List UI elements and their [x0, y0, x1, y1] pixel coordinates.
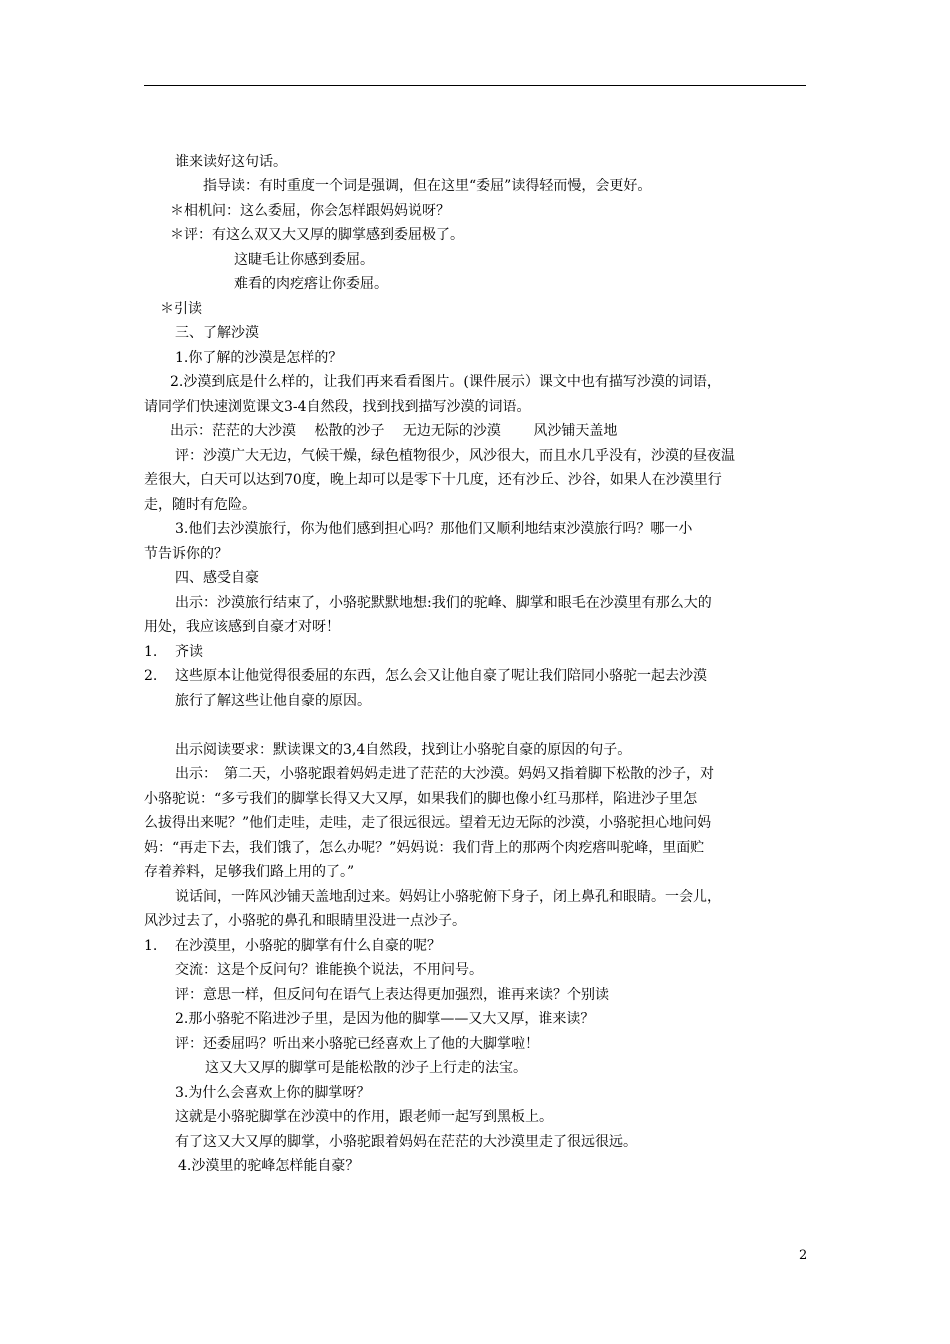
section-heading: 三、了解沙漠 — [175, 325, 259, 341]
text-line: 出示：沙漠旅行结束了，小骆驼默默地想:我们的驼峰、脚掌和眼毛在沙漠里有那么大的 — [175, 595, 712, 611]
text-line: 难看的肉疙瘩让你委屈。 — [234, 276, 388, 292]
text-line: 4.沙漠里的驼峰怎样能自豪？ — [178, 1158, 360, 1174]
text-line: 有了这又大又厚的脚掌，小骆驼跟着妈妈在茫茫的大沙漠里走了很远很远。 — [175, 1134, 637, 1150]
text-line: 妈：“再走下去，我们饿了，怎么办呢？”妈妈说：我们背上的那两个肉疙瘩叫驼峰，里面贮 — [144, 840, 705, 856]
text-line: 3.他们去沙漠旅行，你为他们感到担心吗？那他们又顺利地结束沙漠旅行吗？哪一小 — [175, 521, 693, 537]
text-line: 风沙过去了，小骆驼的鼻孔和眼睛里没进一点沙子。 — [144, 913, 466, 929]
text-line: 这又大又厚的脚掌可是能松散的沙子上行走的法宝。 — [205, 1060, 527, 1076]
text-line: 谁来读好这句话。 — [175, 154, 287, 170]
text-line: 说话间，一阵风沙铺天盖地刮过来。妈妈让小骆驼俯下身子，闭上鼻孔和眼睛。一会儿， — [175, 889, 721, 905]
text-line: 评：意思一样，但反问句在语气上表达得更加强烈，谁再来读？个别读 — [175, 987, 609, 1003]
text-line: 这些原本让他觉得很委屈的东西，怎么会又让他自豪了呢让我们陪同小骆驼一起去沙漠 — [175, 668, 707, 684]
text-line: 在沙漠里，小骆驼的脚掌有什么自豪的呢？ — [175, 938, 441, 954]
text-line: 么拔得出来呢？”他们走哇，走哇，走了很远很远。望着无边无际的沙漠，小骆驼担心地问妈 — [144, 815, 712, 831]
text-line: 出示阅读要求：默读课文的3,4自然段，找到让小骆驼自豪的原因的句子。 — [175, 742, 632, 758]
text-line: 1.你了解的沙漠是怎样的？ — [175, 350, 343, 366]
text-line: 这就是小骆驼脚掌在沙漠中的作用，跟老师一起写到黑板上。 — [175, 1109, 553, 1125]
header-rule — [144, 85, 806, 86]
text-line: 2.那小骆驼不陷进沙子里，是因为他的脚掌——又大又厚，谁来读？ — [175, 1011, 595, 1027]
text-line: 走，随时有危险。 — [144, 497, 256, 513]
text-line: 出示：茫茫的大沙漠 松散的沙子 无边无际的沙漠 风沙铺天盖地 — [170, 423, 618, 439]
text-line: 出示： 第二天，小骆驼跟着妈妈走进了茫茫的大沙漠。妈妈又指着脚下松散的沙子，对 — [175, 766, 714, 782]
list-number: 2. — [144, 668, 158, 684]
text-line: 评：还委屈吗？听出来小骆驼已经喜欢上了他的大脚掌啦！ — [175, 1036, 539, 1052]
list-number: 1. — [144, 938, 158, 954]
text-line: 小骆驼说：“多亏我们的脚掌长得又大又厚，如果我们的脚也像小红马那样，陷进沙子里怎 — [144, 791, 698, 807]
text-line: 2.沙漠到底是什么样的，让我们再来看看图片。(课件展示）课文中也有描写沙漠的词语， — [170, 374, 721, 390]
text-line: ＊相机问：这么委屈，你会怎样跟妈妈说呀？ — [170, 203, 450, 219]
text-line: ＊评：有这么双又大又厚的脚掌感到委屈极了。 — [170, 227, 464, 243]
text-line: 指导读：有时重度一个词是强调，但在这里“委屈”读得轻而慢，会更好。 — [203, 178, 652, 194]
text-line: 存着养料，足够我们路上用的了。” — [144, 864, 355, 880]
text-line: 用处，我应该感到自豪才对呀！ — [144, 619, 340, 635]
text-line: ＊引读 — [160, 301, 202, 317]
text-line: 旅行了解这些让他自豪的原因。 — [175, 693, 371, 709]
text-line: 这睫毛让你感到委屈。 — [234, 252, 374, 268]
text-line: 交流：这是个反问句？谁能换个说法，不用问号。 — [175, 962, 483, 978]
text-line: 节告诉你的？ — [144, 546, 228, 562]
text-line: 请同学们快速浏览课文3-4自然段，找到找到描写沙漠的词语。 — [144, 399, 531, 415]
text-line: 差很大，白天可以达到70度，晚上却可以是零下十几度，还有沙丘、沙谷，如果人在沙漠里行 — [144, 472, 722, 488]
text-line: 3.为什么会喜欢上你的脚掌呀？ — [175, 1085, 371, 1101]
list-number: 1. — [144, 644, 158, 660]
page-number: 2 — [799, 1248, 808, 1263]
text-line: 齐读 — [175, 644, 203, 660]
text-line: 评：沙漠广大无边，气候干燥，绿色植物很少，风沙很大，而且水几乎没有，沙漠的昼夜温 — [175, 448, 735, 464]
section-heading: 四、感受自豪 — [175, 570, 259, 586]
